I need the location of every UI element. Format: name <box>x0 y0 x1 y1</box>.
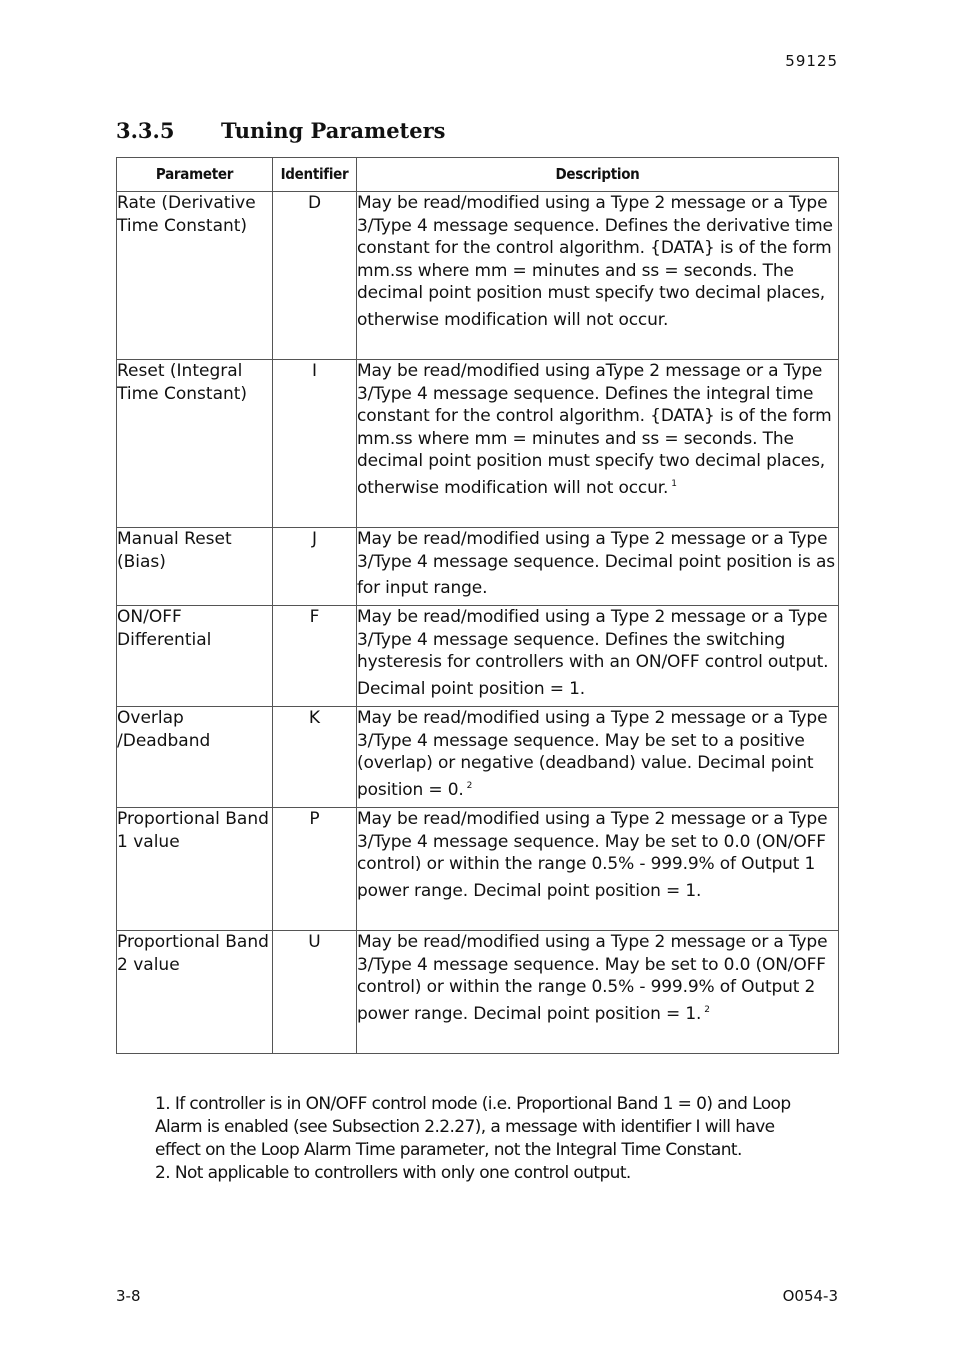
table-row <box>117 931 839 1054</box>
table-row <box>117 707 839 808</box>
table-row <box>117 808 839 931</box>
description-cell <box>357 360 839 528</box>
table-row <box>117 528 839 606</box>
section-title: Tuning Parameters <box>221 118 446 143</box>
parameter-cell: ON/OFF Differential <box>117 606 273 707</box>
identifier-cell: U <box>273 931 357 1054</box>
table-row <box>117 606 839 707</box>
section-number: 3.3.5 <box>116 118 175 143</box>
description-text: May be read/modified using a Type 2 message or a Type 3/Type 4 message sequence. Defines the derivative time constant for the control algorithm. {DATA} is of the form mm.ss where mm = minutes and ss = seconds. The decimal point position must specify two decimal places, otherwise modification will not occur. <box>357 193 833 330</box>
parameter-cell: Manual Reset (Bias) <box>117 528 273 606</box>
footnote-marker: 1 <box>671 478 677 489</box>
page-reference: 59125 <box>785 52 838 70</box>
identifier-cell: J <box>273 528 357 606</box>
description-text: May be read/modified using a Type 2 message or a Type 3/Type 4 message sequence. May be set to 0.0 (ON/OFF control) or within the range 0.5% - 999.9% of Output 1 power range. Decimal point position = 1. <box>357 809 828 901</box>
description-cell <box>357 931 839 1054</box>
identifier-cell: F <box>273 606 357 707</box>
footnote-marker: 2 <box>704 1004 710 1015</box>
description-cell <box>357 528 839 606</box>
table-row <box>117 360 839 528</box>
tuning-parameters-table <box>116 157 839 1054</box>
description-cell <box>357 606 839 707</box>
table-row <box>117 192 839 360</box>
identifier-cell: K <box>273 707 357 808</box>
parameter-cell: Rate (Derivative Time Constant) <box>117 192 273 360</box>
footnote-marker: 2 <box>466 780 473 791</box>
table-header-row <box>117 158 839 192</box>
identifier-cell: I <box>273 360 357 528</box>
column-header-parameter: Parameter <box>117 158 273 192</box>
parameter-cell: Reset (Integral Time Constant) <box>117 360 273 528</box>
column-header-description: Description <box>357 158 839 192</box>
footnotes <box>155 1093 815 1185</box>
description-text: May be read/modified using a Type 2 message or a Type 3/Type 4 message sequence. May be set to a positive (overlap) or negative (deadband) value. Decimal point position = 0. <box>357 708 828 800</box>
footnote-2: 2. Not applicable to controllers with only one control output. <box>155 1163 631 1183</box>
description-text: May be read/modified using a Type 2 message or a Type 3/Type 4 message sequence. Decimal point position is as for input range. <box>357 529 835 598</box>
identifier-cell: D <box>273 192 357 360</box>
identifier-cell: P <box>273 808 357 931</box>
description-text: May be read/modified using aType 2 message or a Type 3/Type 4 message sequence. Defines the integral time constant for the control algorithm. {DATA} is of the form mm.ss where mm = minutes and ss = seconds. The decimal point position must specify two decimal places, otherwise modification will not occur. <box>357 361 832 498</box>
description-cell <box>357 707 839 808</box>
description-cell <box>357 192 839 360</box>
parameter-cell: Proportional Band 1 value <box>117 808 273 931</box>
footer-page-number: 3-8 <box>116 1287 141 1305</box>
description-cell <box>357 808 839 931</box>
footnote-1: 1. If controller is in ON/OFF control mode (i.e. Proportional Band 1 = 0) and Loop Alarm is enabled (see Subsection 2.2.27), a message with identifier I will have effect on the Loop Alarm Time parameter, not the Integral Time Constant. <box>155 1094 791 1160</box>
description-text: May be read/modified using a Type 2 message or a Type 3/Type 4 message sequence. Defines the switching hysteresis for controllers with an ON/OFF control output. Decimal point position = 1. <box>357 607 829 699</box>
parameter-cell: Proportional Band 2 value <box>117 931 273 1054</box>
column-header-identifier: Identifier <box>273 158 357 192</box>
description-text: May be read/modified using a Type 2 message or a Type 3/Type 4 message sequence. May be set to 0.0 (ON/OFF control) or within the range 0.5% - 999.9% of Output 2 power range. Decimal point position = 1. <box>357 932 828 1024</box>
section-heading <box>116 118 446 143</box>
footer-document-code: O054-3 <box>782 1287 838 1305</box>
parameter-cell: Overlap /Deadband <box>117 707 273 808</box>
